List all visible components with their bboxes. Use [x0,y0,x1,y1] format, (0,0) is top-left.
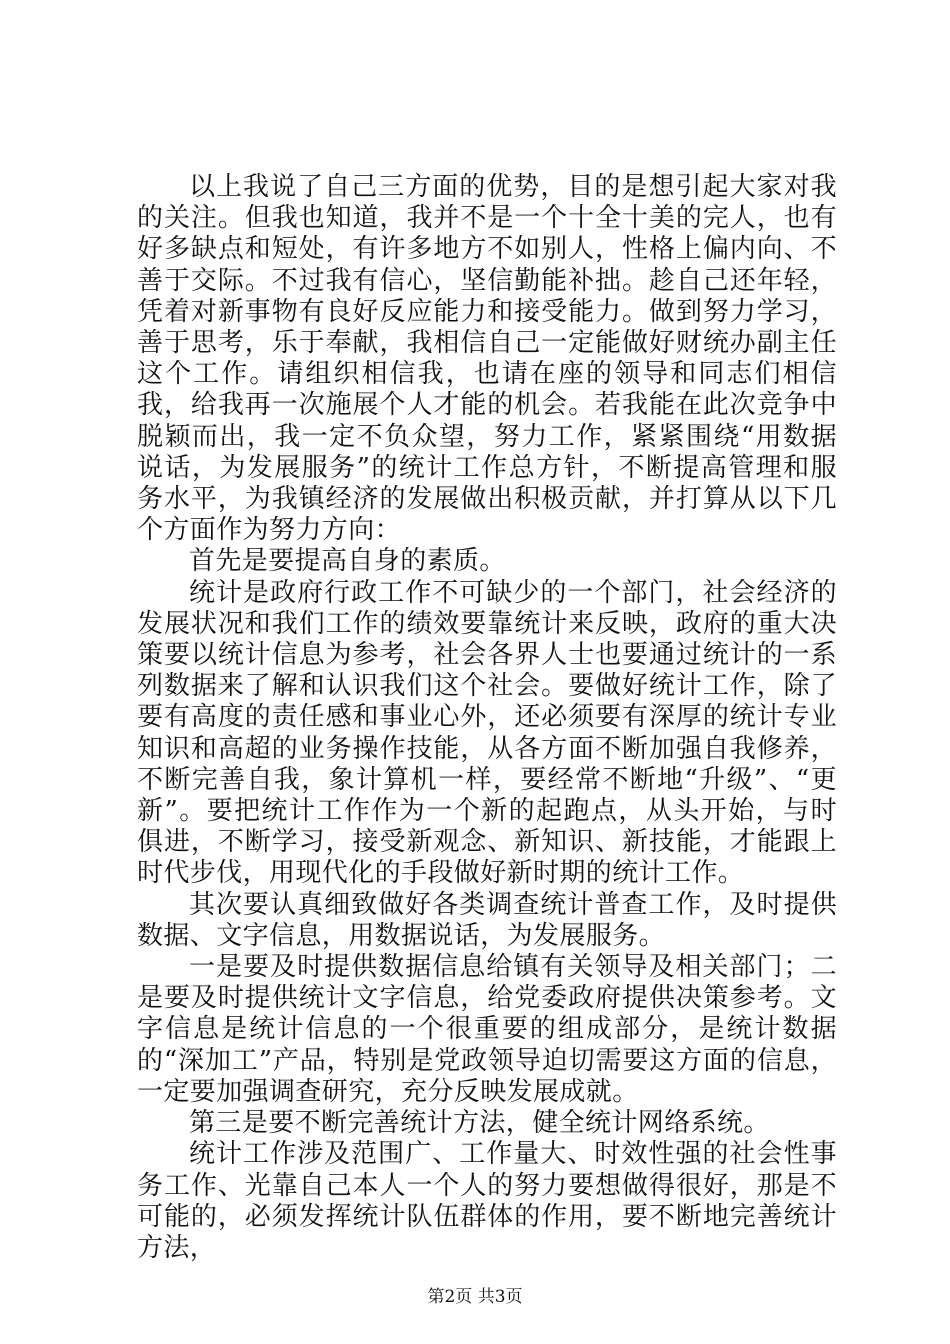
paragraph-2: 首先是要提高自身的素质。 [189,546,506,577]
paragraph-7: 统计工作涉及范围广、工作量大、时效性强的社会性事务工作、光靠自己本人一个人的努力要想做得很好，那是不可能的，必须发挥统计队伍群体的作用，要不断地完善统计方法， [137,1139,837,1263]
paragraph-3: 统计是政府行政工作不可缺少的一个部门，社会经济的发展状况和我们工作的绩效要靠统计来反映，政府的重大决策要以统计信息为参考，社会各界人士也要通过统计的一系列数据来了解和认识我们这个社会。要做好统计工作，除了要有高度的责任感和事业心外，还必须要有深厚的统计专业知识和高超的业务操作技能，从各方面不断加强自我修养，不断完善自我，象计算机一样，要经常不断地“升级”、“更新”。要把统计工作作为一个新的起跑点，从头开始，与时俱进，不断学习，接受新观念、新知识、新技能，才能跟上时代步伐，用现代化的手段做好新时期的统计工作。 [137,577,837,889]
document-body [137,172,837,1264]
paragraph-4: 其次要认真细致做好各类调查统计普查工作，及时提供数据、文字信息，用数据说话，为发展服务。 [137,889,837,951]
paragraph-6: 第三是要不断完善统计方法，健全统计网络系统。 [189,1108,770,1139]
page-footer: 第2页 共3页 [427,1287,523,1307]
paragraph-5: 一是要及时提供数据信息给镇有关领导及相关部门；二是要及时提供统计文字信息，给党委政府提供决策参考。文字信息是统计信息的一个很重要的组成部分，是统计数据的“深加工”产品，特别是党政领导迫切需要这方面的信息，一定要加强调查研究，充分反映发展成就。 [137,952,837,1107]
paragraph-1: 以上我说了自己三方面的优势，目的是想引起大家对我的关注。但我也知道，我并不是一个十全十美的完人，也有好多缺点和短处，有许多地方不如别人，性格上偏内向、不善于交际。不过我有信心，坚信勤能补拙。趁自己还年轻，凭着对新事物有良好反应能力和接受能力。做到努力学习，善于思考，乐于奉献，我相信自己一定能做好财统办副主任这个工作。请组织相信我，也请在座的领导和同志们相信我，给我再一次施展个人才能的机会。若我能在此次竞争中脱颖而出，我一定不负众望，努力工作，紧紧围绕“用数据说话，为发展服务”的统计工作总方针，不断提高管理和服务水平，为我镇经济的发展做出积极贡献，并打算从以下几个方面作为努力方向： [137,172,837,546]
